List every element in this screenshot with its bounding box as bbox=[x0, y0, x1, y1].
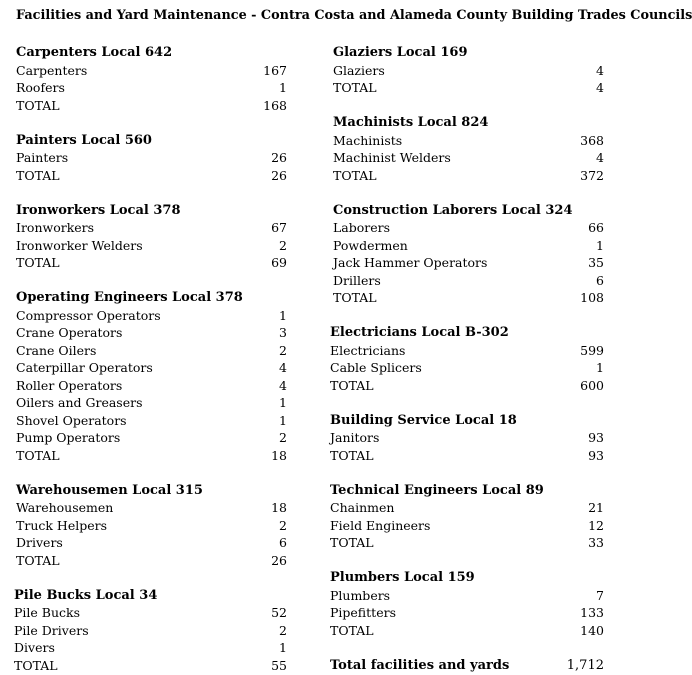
section-construction-laborers bbox=[333, 202, 604, 307]
row-label: Caterpillar Operators bbox=[16, 360, 153, 375]
table-row bbox=[330, 359, 604, 377]
total-row bbox=[333, 79, 604, 97]
row-label: TOTAL bbox=[330, 377, 374, 393]
grand-total-row bbox=[330, 657, 604, 675]
row-label: TOTAL bbox=[16, 97, 60, 113]
table-row bbox=[333, 237, 604, 255]
row-label: TOTAL bbox=[330, 535, 374, 550]
row-value: 599 bbox=[580, 342, 604, 358]
row-label: Laborers bbox=[333, 220, 391, 235]
table-row bbox=[16, 79, 287, 97]
total-row bbox=[16, 167, 287, 185]
row-value: 18 bbox=[271, 447, 287, 463]
section-plumbers bbox=[330, 569, 604, 639]
row-label: Truck Helpers bbox=[16, 517, 107, 533]
row-label: TOTAL bbox=[330, 622, 374, 638]
row-value: 66 bbox=[588, 220, 604, 235]
table-row bbox=[330, 587, 604, 605]
table-row bbox=[16, 517, 287, 535]
section-heading: Plumbers Local 159 bbox=[330, 570, 475, 585]
row-value: 2 bbox=[279, 517, 287, 533]
table-row bbox=[16, 429, 287, 447]
table-row bbox=[16, 359, 287, 377]
row-label: Ironworker Welders bbox=[16, 237, 143, 253]
section-heading: Building Service Local 18 bbox=[330, 412, 517, 428]
row-value: 26 bbox=[271, 150, 287, 165]
section-building-service bbox=[330, 412, 604, 465]
row-label: Janitors bbox=[330, 430, 380, 445]
row-value: 167 bbox=[263, 62, 287, 78]
table-row bbox=[14, 604, 287, 622]
row-value: 12 bbox=[588, 517, 604, 533]
row-label: Crane Oilers bbox=[16, 342, 97, 358]
row-value: 2 bbox=[279, 430, 287, 445]
row-label: TOTAL bbox=[333, 167, 377, 183]
table-row bbox=[16, 62, 287, 80]
row-value: 33 bbox=[588, 535, 604, 550]
section-heading: Machinists Local 824 bbox=[333, 115, 489, 130]
row-value: 133 bbox=[580, 605, 604, 620]
row-label: Painters bbox=[16, 150, 69, 165]
row-label: Glaziers bbox=[333, 62, 385, 78]
row-value: 368 bbox=[580, 132, 604, 148]
section-glaziers bbox=[333, 44, 604, 97]
row-label: Powdermen bbox=[333, 237, 408, 253]
table-row bbox=[16, 534, 287, 552]
row-value: 1 bbox=[279, 640, 287, 655]
table-row bbox=[16, 499, 287, 517]
section-operating-engineers bbox=[16, 289, 287, 464]
total-row bbox=[330, 534, 604, 552]
row-label: Compressor Operators bbox=[16, 307, 161, 323]
section-painters bbox=[16, 132, 287, 185]
row-value: 168 bbox=[263, 97, 287, 113]
table-row bbox=[16, 342, 287, 360]
section-heading: Carpenters Local 642 bbox=[16, 45, 173, 60]
row-label: TOTAL bbox=[330, 447, 374, 463]
table-row bbox=[330, 342, 604, 360]
row-value: 4 bbox=[596, 150, 604, 165]
row-value: 21 bbox=[588, 500, 604, 515]
section-heading: Pile Bucks Local 34 bbox=[14, 587, 158, 603]
grand-total-value: 1,712 bbox=[566, 657, 604, 673]
row-value: 6 bbox=[596, 272, 604, 288]
row-label: Shovel Operators bbox=[16, 412, 127, 428]
table-row bbox=[16, 324, 287, 342]
row-value: 69 bbox=[271, 255, 287, 270]
row-label: Jack Hammer Operators bbox=[333, 255, 488, 270]
table-row bbox=[14, 639, 287, 657]
row-label: Carpenters bbox=[16, 62, 88, 78]
row-label: Roofers bbox=[16, 80, 65, 95]
row-value: 372 bbox=[580, 167, 604, 183]
section-heading: Glaziers Local 169 bbox=[333, 45, 468, 60]
section-warehousemen bbox=[16, 482, 287, 570]
row-value: 6 bbox=[279, 535, 287, 550]
row-value: 7 bbox=[596, 587, 604, 603]
table-row bbox=[330, 604, 604, 622]
table-row bbox=[333, 149, 604, 167]
table-row bbox=[333, 272, 604, 290]
total-row bbox=[16, 254, 287, 272]
row-label: Field Engineers bbox=[330, 517, 431, 533]
table-row bbox=[333, 132, 604, 150]
total-row bbox=[333, 289, 604, 307]
row-label: Oilers and Greasers bbox=[16, 395, 143, 410]
row-value: 1 bbox=[596, 237, 604, 253]
row-value: 108 bbox=[580, 290, 604, 305]
row-label: Electricians bbox=[330, 342, 406, 358]
row-label: Pipefitters bbox=[330, 605, 396, 620]
row-label: Pile Drivers bbox=[14, 622, 89, 638]
row-value: 4 bbox=[596, 62, 604, 78]
row-value: 67 bbox=[271, 220, 287, 235]
row-value: 26 bbox=[271, 167, 287, 183]
section-ironworkers bbox=[16, 202, 287, 272]
table-row bbox=[16, 307, 287, 325]
page-title: Facilities and Yard Maintenance - Contra Costa and Alameda County Building Trades Councils bbox=[16, 8, 692, 23]
section-heading: Technical Engineers Local 89 bbox=[330, 482, 544, 498]
table-row bbox=[333, 254, 604, 272]
row-value: 1 bbox=[279, 80, 287, 95]
row-label: TOTAL bbox=[333, 80, 377, 95]
total-row bbox=[330, 377, 604, 395]
row-value: 4 bbox=[596, 80, 604, 95]
row-label: Drillers bbox=[333, 272, 381, 288]
row-label: TOTAL bbox=[16, 447, 60, 463]
table-row bbox=[333, 219, 604, 237]
row-value: 55 bbox=[271, 657, 287, 673]
row-value: 1 bbox=[279, 412, 287, 428]
row-label: Cable Splicers bbox=[330, 360, 422, 375]
section-electricians bbox=[330, 324, 604, 394]
row-label: Pile Bucks bbox=[14, 605, 81, 620]
total-row bbox=[330, 447, 604, 465]
row-value: 4 bbox=[279, 377, 287, 393]
table-row bbox=[16, 219, 287, 237]
row-label: Crane Operators bbox=[16, 325, 123, 340]
row-value: 600 bbox=[580, 377, 604, 393]
row-label: Drivers bbox=[16, 535, 63, 550]
row-label: TOTAL bbox=[16, 255, 60, 270]
table-row bbox=[330, 499, 604, 517]
section-heading: Ironworkers Local 378 bbox=[16, 202, 181, 218]
row-label: TOTAL bbox=[16, 167, 60, 183]
table-row bbox=[330, 429, 604, 447]
row-label: Divers bbox=[14, 640, 55, 655]
section-carpenters bbox=[16, 44, 287, 114]
row-label: Machinist Welders bbox=[333, 150, 451, 165]
section-heading: Electricians Local B-302 bbox=[330, 325, 509, 340]
total-row bbox=[16, 552, 287, 570]
table-row bbox=[16, 237, 287, 255]
row-value: 2 bbox=[279, 622, 287, 638]
row-label: Chainmen bbox=[330, 500, 395, 515]
left-column bbox=[16, 44, 287, 674]
row-label: Machinists bbox=[333, 132, 403, 148]
table-row bbox=[14, 622, 287, 640]
row-label: TOTAL bbox=[16, 552, 60, 568]
table-row bbox=[16, 149, 287, 167]
section-heading: Construction Laborers Local 324 bbox=[333, 202, 573, 218]
total-row bbox=[16, 97, 287, 115]
row-value: 18 bbox=[271, 500, 287, 515]
row-label: Pump Operators bbox=[16, 430, 121, 445]
row-value: 2 bbox=[279, 237, 287, 253]
row-value: 2 bbox=[279, 342, 287, 358]
table-row bbox=[16, 412, 287, 430]
total-row bbox=[14, 657, 287, 675]
section-machinists bbox=[333, 114, 604, 184]
section-technical-engineers bbox=[330, 482, 604, 552]
row-value: 3 bbox=[279, 325, 287, 340]
section-heading: Warehousemen Local 315 bbox=[16, 482, 203, 498]
total-row bbox=[16, 447, 287, 465]
total-row bbox=[333, 167, 604, 185]
row-value: 35 bbox=[588, 255, 604, 270]
row-value: 1 bbox=[279, 307, 287, 323]
row-label: Ironworkers bbox=[16, 220, 95, 235]
row-value: 1 bbox=[279, 395, 287, 410]
table-row bbox=[16, 394, 287, 412]
section-heading: Painters Local 560 bbox=[16, 132, 152, 148]
row-value: 26 bbox=[271, 552, 287, 568]
row-label: Roller Operators bbox=[16, 377, 123, 393]
right-column bbox=[330, 44, 604, 674]
row-label: Warehousemen bbox=[16, 500, 114, 515]
row-value: 1 bbox=[596, 360, 604, 375]
row-value: 4 bbox=[279, 360, 287, 375]
section-heading: Operating Engineers Local 378 bbox=[16, 290, 243, 305]
row-label: TOTAL bbox=[14, 657, 58, 673]
row-value: 93 bbox=[588, 430, 604, 445]
section-pile-bucks bbox=[14, 587, 287, 675]
row-value: 93 bbox=[588, 447, 604, 463]
table-row bbox=[330, 517, 604, 535]
grand-total-label: Total facilities and yards bbox=[330, 657, 510, 673]
row-value: 52 bbox=[271, 605, 287, 620]
table-row bbox=[16, 377, 287, 395]
table-row bbox=[333, 62, 604, 80]
row-value: 140 bbox=[580, 622, 604, 638]
row-label: Plumbers bbox=[330, 587, 391, 603]
row-label: TOTAL bbox=[333, 290, 377, 305]
total-row bbox=[330, 622, 604, 640]
